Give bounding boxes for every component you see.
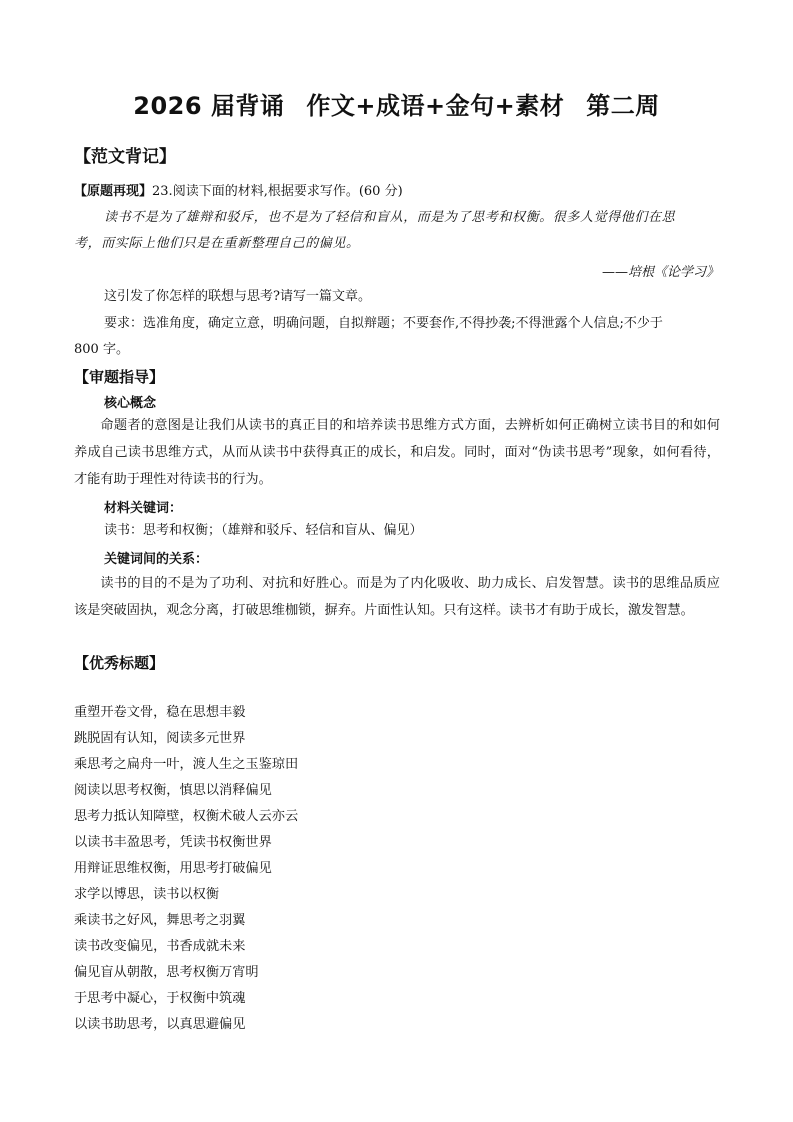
requirement-line-2: 800 字。 (74, 342, 129, 357)
title-item: 于思考中凝心，于权衡中筑魂 (74, 991, 246, 1006)
relation-text: 读书的目的不是为了功利、对抗和好胜心。而是为了内化吸收、助力成长、启发智慧。读书的思维品质应该是突破固执，观念分离，打破思维枷锁，摒弃。片面性认知。只有这样。读书才有助于成长，激发智慧。 (74, 576, 720, 618)
core-concept-label: 核心概念 (104, 396, 157, 411)
keywords-text: 读书：思考和权衡；（雄辩和驳斥、轻信和盲从、偏见） (104, 523, 423, 538)
prompt-intro: 23.阅读下面的材料,根据要求写作。(60 分) (152, 184, 403, 199)
core-concept-text: 命题者的意图是让我们从读书的真正目的和培养读书思维方式方面，去辨析如何正确树立读书目的和如何养成自己读书思维方式，从而从读书中获得真正的成长，和启发。同时，面对“伪读书思考”现象，如何看待，才能有助于理性对待读书的行为。 (74, 418, 720, 487)
document-title (0, 86, 793, 121)
material-line-1: 读书不是为了雄辩和驳斥，也不是为了轻信和盲从，而是为了思考和权衡。很多人觉得他们在思 (104, 210, 676, 225)
prompt-question: 这引发了你怎样的联想与思考?请写一篇文章。 (104, 289, 371, 304)
excellent-titles-list (74, 700, 298, 1038)
title-item: 乘读书之好风，舞思考之羽翼 (74, 913, 246, 928)
title-item: 用辩证思维权衡，用思考打破偏见 (74, 861, 272, 876)
requirement-line-1: 要求：选准角度，确定立意，明确问题，自拟辩题；不要套作,不得抄袭;不得泄露个人信息;不少于 (104, 316, 663, 331)
section-heading-guidance: 【审题指导】 (74, 368, 165, 386)
keywords-label: 材料关键词： (104, 501, 183, 516)
title-item: 思考力抵认知障壁，权衡术破人云亦云 (74, 809, 299, 824)
title-item: 乘思考之扁舟一叶，渡人生之玉鉴琼田 (74, 757, 299, 772)
section-heading-essay: 【范文背记】 (74, 147, 176, 167)
relation-label: 关键词间的关系： (104, 552, 209, 567)
prompt-line (74, 183, 403, 201)
title-part-2: 作文+成语+金句+素材 (306, 92, 565, 120)
title-item: 以读书丰盈思考，凭读书权衡世界 (74, 835, 272, 850)
title-item: 阅读以思考权衡，慎思以消释偏见 (74, 783, 272, 798)
title-item: 重塑开卷文骨，稳在思想丰毅 (74, 705, 246, 720)
material-attribution: ——培根《论学习》 (601, 265, 719, 280)
title-part-1: 2026 届背诵 (133, 92, 285, 120)
material-line-2: 考，而实际上他们只是在重新整理自己的偏见。 (74, 236, 360, 251)
title-part-3: 第二周 (586, 92, 660, 120)
section-heading-titles: 【优秀标题】 (74, 654, 165, 672)
title-item: 跳脱固有认知，阅读多元世界 (74, 731, 246, 746)
title-item: 求学以博思，读书以权衡 (74, 887, 220, 902)
prompt-label: 【原题再现】 (74, 184, 153, 199)
title-item: 偏见盲从朝散，思考权衡万宵明 (74, 965, 259, 980)
title-item: 以读书助思考，以真思避偏见 (74, 1017, 246, 1032)
title-item: 读书改变偏见，书香成就未来 (74, 939, 246, 954)
